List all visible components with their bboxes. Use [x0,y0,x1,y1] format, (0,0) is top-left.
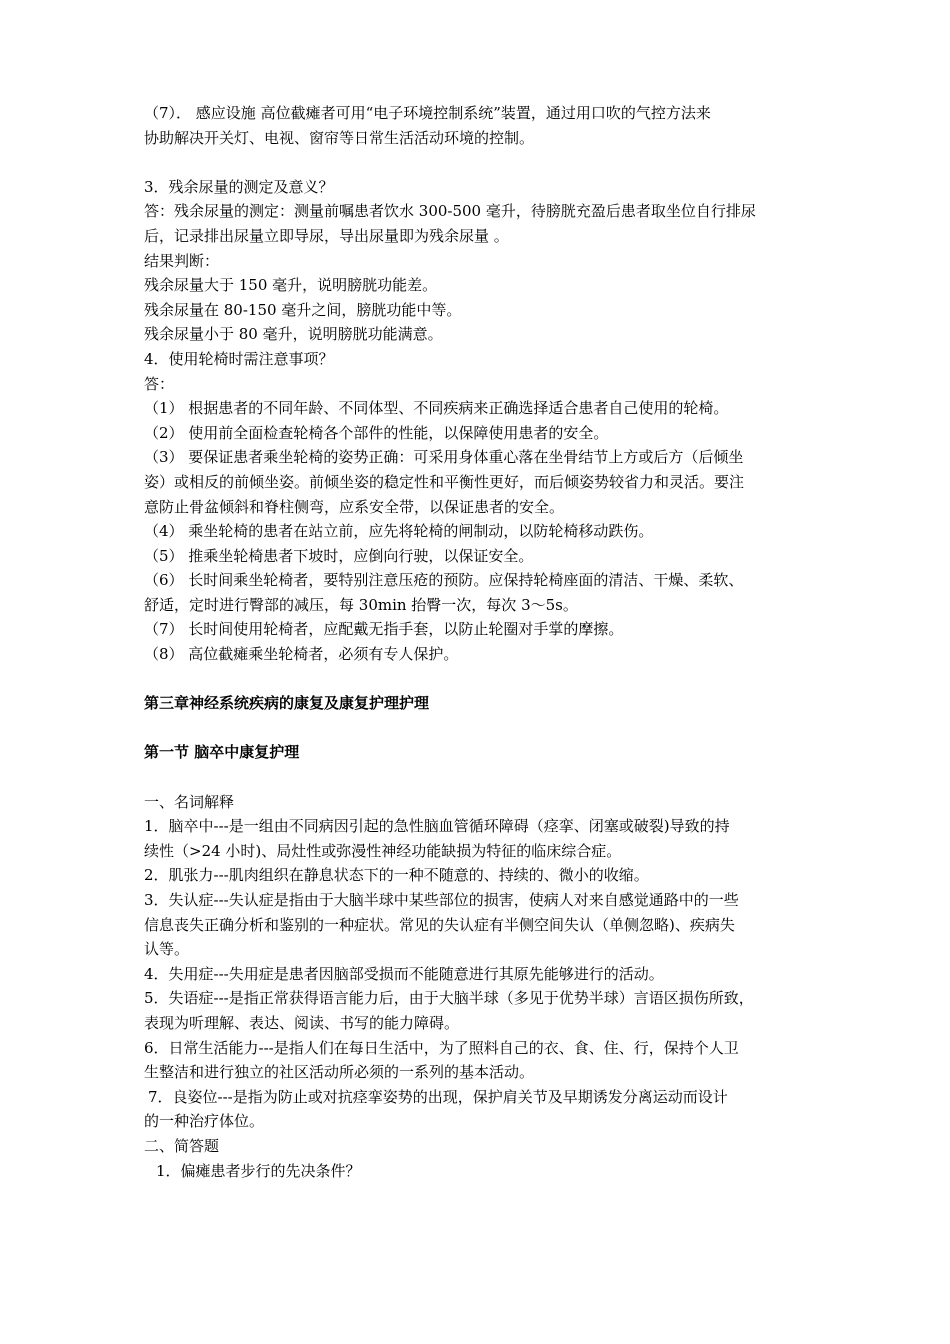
text-line: 4．使用轮椅时需注意事项？ [144,349,334,368]
text-line: 6．日常生活能力---是指人们在每日生活中，为了照料自己的衣、食、住、行，保持个人卫 [144,1038,739,1057]
text-line: 意防止骨盆倾斜和脊柱侧弯，应系安全带，以保证患者的安全。 [144,497,565,516]
text-line: 信息丧失正确分析和鉴别的一种症状。常见的失认症有半侧空间失认（单侧忽略)、疾病失 [144,915,735,934]
blank-line [144,716,824,741]
text-line: （7）． 感应设施 高位截瘫者可用“电子环境控制系统”装置，通过用口吹的气控方法来 [144,104,711,122]
text-line: 答： [144,374,175,393]
text-line: （3） 要保证患者乘坐轮椅的姿势正确：可采用身体重心落在坐骨结节上方或后方（后倾坐 [144,448,744,467]
text-line: （8） 高位截瘫乘坐轮椅者，必须有专人保护。 [144,645,459,664]
text-line: 后，记录排出尿量立即导尿，导出尿量即为残余尿量 。 [144,226,509,245]
text-line: 4．失用症---失用症是患者因脑部受损而不能随意进行其原先能够进行的活动。 [144,964,664,983]
blank-line [144,765,824,790]
text-line: （7） 长时间使用轮椅者，应配戴无指手套，以防止轮圈对手掌的摩擦。 [144,620,624,639]
text-line: 续性（>24 小时)、局灶性或弥漫性神经功能缺损为特征的临床综合症。 [144,841,622,860]
text-line: 残余尿量小于 80 毫升，说明膀胱功能满意。 [144,325,443,344]
text-line: 7．良姿位---是指为防止或对抗痉挛姿势的出现，保护肩关节及早期诱发分离运动而设计 [148,1087,728,1106]
text-line: 协助解决开关灯、电视、窗帘等日常生活活动环境的控制。 [144,128,535,147]
text-line: 一、名词解释 [144,792,235,811]
text-line: 残余尿量在 80-150 毫升之间，膀胱功能中等。 [144,300,462,319]
blank-line [144,150,824,175]
text-line: 5．失语症---是指正常获得语言能力后，由于大脑半球（多见于优势半球）言语区损伤所致， [144,989,754,1008]
text-line: （6） 长时间乘坐轮椅者，要特别注意压疮的预防。应保持轮椅座面的清洁、干燥、柔软、 [144,571,744,590]
text-line: 舒适，定时进行臀部的减压，每 30min 抬臀一次，每次 3～5s。 [144,595,578,614]
text-line: 生整洁和进行独立的社区活动所必须的一系列的基本活动。 [144,1063,535,1082]
text-line: 的一种治疗体位。 [144,1112,265,1131]
text-line: 3．残余尿量的测定及意义？ [144,177,334,196]
text-line: 答：残余尿量的测定：测量前嘱患者饮水 300-500 毫升，待膀胱充盈后患者取坐位自行排尿 [144,202,756,221]
text-line: 残余尿量大于 150 毫升，说明膀胱功能差。 [144,276,438,295]
text-line: 姿）或相反的前倾坐姿。前倾坐姿的稳定性和平衡性更好，而后倾姿势较省力和灵活。要注 [144,472,745,491]
text-line: （2） 使用前全面检查轮椅各个部件的性能，以保障使用患者的安全。 [144,423,609,442]
text-line: 表现为听理解、表达、阅读、书写的能力障碍。 [144,1013,460,1032]
text-line: 2．肌张力---肌肉组织在静息状态下的一种不随意的、持续的、微小的收缩。 [144,866,649,885]
blank-line [144,667,824,692]
section-heading: 第一节 脑卒中康复护理 [144,743,300,762]
text-line: 1．脑卒中---是一组由不同病因引起的急性脑血管循环障碍（痉挛、闭塞或破裂)导致的持 [144,817,730,836]
text-line: 结果判断： [144,251,220,270]
text-line: （4） 乘坐轮椅的患者在站立前，应先将轮椅的闸制动，以防轮椅移动跌伤。 [144,522,654,541]
text-line: 1．偏瘫患者步行的先决条件？ [156,1161,361,1180]
text-line: 认等。 [144,940,190,959]
text-line: （5） 推乘坐轮椅患者下坡时，应倒向行驶，以保证安全。 [144,546,534,565]
text-line: （1） 根据患者的不同年龄、不同体型、不同疾病来正确选择适合患者自己使用的轮椅。 [144,399,729,418]
text-line: 二、简答题 [144,1136,220,1155]
section-heading: 第三章神经系统疾病的康复及康复护理护理 [144,694,430,713]
document-page [144,101,824,1183]
text-line: 3．失认症---失认症是指由于大脑半球中某些部位的损害，使病人对来自感觉通路中的一些 [144,891,739,909]
